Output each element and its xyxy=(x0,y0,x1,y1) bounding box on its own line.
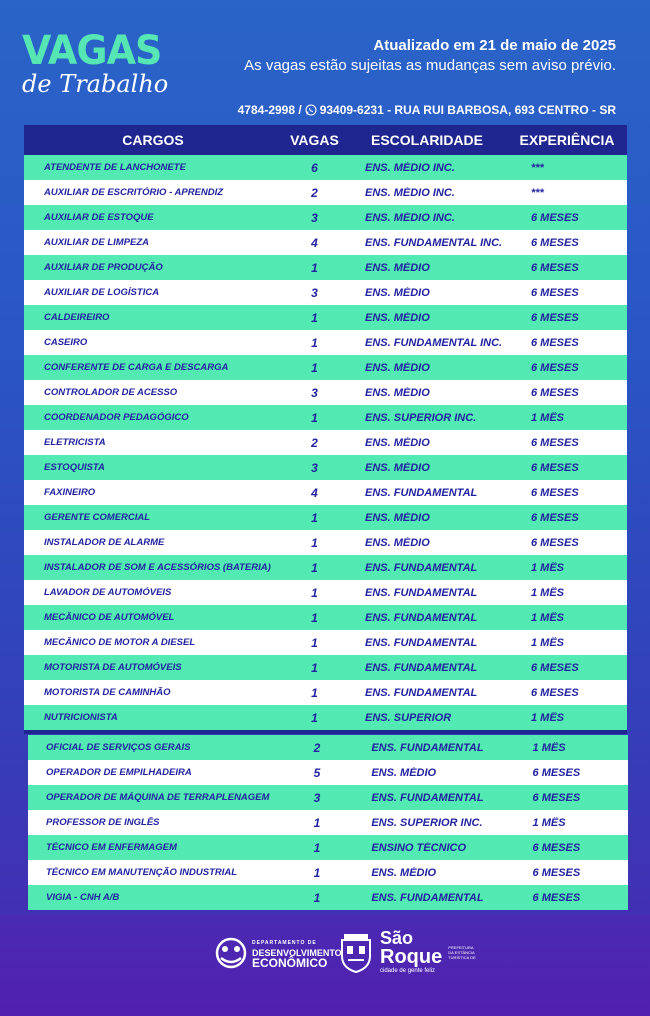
cargo-cell: INSTALADOR DE ALARME xyxy=(44,537,165,548)
table-row xyxy=(24,155,627,180)
cargo-cell: ATENDENTE DE LANCHONETE xyxy=(44,162,186,173)
table-row xyxy=(24,280,627,305)
cargo-cell: OFICIAL DE SERVIÇOS GERAIS xyxy=(46,742,191,753)
logo-vagas-text: VAGAS xyxy=(22,28,162,74)
escolaridade-cell: ENS. MÉDIO xyxy=(365,286,430,299)
table-row xyxy=(28,735,628,760)
table-row xyxy=(24,255,627,280)
experiencia-cell: 6 MESES xyxy=(531,436,579,449)
dep-line1: DEPARTAMENTO DE xyxy=(252,940,317,946)
experiencia-cell: 6 MESES xyxy=(531,261,579,274)
column-experiencia: EXPERIÊNCIA xyxy=(519,132,615,148)
experiencia-cell: 6 MESES xyxy=(532,866,581,879)
cargo-cell: CONTROLADOR DE ACESSO xyxy=(44,387,178,398)
escolaridade-cell: ENSINO TÉCNICO xyxy=(371,841,467,854)
experiencia-cell: 6 MESES xyxy=(532,891,581,904)
table-row xyxy=(24,405,627,430)
escolaridade-cell: ENS. MÉDIO xyxy=(365,536,430,549)
escolaridade-cell: ENS. FUNDAMENTAL xyxy=(365,561,478,574)
table-row xyxy=(28,885,628,910)
table-row xyxy=(28,835,628,860)
cargo-cell: GERENTE COMERCIAL xyxy=(44,512,151,523)
table-row xyxy=(24,530,627,555)
city-side-text: PREFEITURA DA ESTÂNCIA TURÍSTICA DE xyxy=(448,945,476,960)
escolaridade-cell: ENS. MÉDIO INC. xyxy=(365,211,455,224)
cargo-cell: AUXILIAR DE ESTOQUE xyxy=(44,212,154,223)
updated-date: Atualizado em 21 de maio de 2025 xyxy=(373,37,616,54)
table-row xyxy=(24,205,627,230)
cargo-cell: NUTRICIONISTA xyxy=(44,712,118,723)
escolaridade-cell: ENS. MÉDIO xyxy=(365,511,430,524)
cargo-cell: CONFERENTE DE CARGA E DESCARGA xyxy=(44,362,229,373)
escolaridade-cell: ENS. FUNDAMENTAL xyxy=(371,741,484,754)
vagas-cell: 1 xyxy=(311,335,318,350)
table-row xyxy=(24,555,627,580)
experiencia-cell: 1 MÊS xyxy=(532,816,566,829)
experiencia-cell: 6 MESES xyxy=(532,841,581,854)
vagas-cell: 1 xyxy=(311,260,318,275)
escolaridade-cell: ENS. FUNDAMENTAL xyxy=(365,611,478,624)
escolaridade-cell: ENS. SUPERIOR xyxy=(365,711,452,724)
table-row xyxy=(28,760,628,785)
experiencia-cell: 6 MESES xyxy=(531,236,579,249)
vagas-cell: 1 xyxy=(311,560,318,575)
column-cargos: CARGOS xyxy=(122,132,184,148)
escolaridade-cell: ENS. SUPERIOR INC. xyxy=(365,411,477,424)
vagas-cell: 1 xyxy=(313,840,321,855)
city-crest-icon xyxy=(336,932,376,974)
vagas-cell: 2 xyxy=(311,185,318,200)
escolaridade-cell: ENS. FUNDAMENTAL xyxy=(365,486,478,499)
notice-text: As vagas estão sujeitas as mudanças sem aviso prévio. xyxy=(244,57,616,74)
cargo-cell: MECÂNICO DE AUTOMÓVEL xyxy=(44,612,175,623)
experiencia-cell: 6 MESES xyxy=(531,686,579,699)
cargo-cell: ELETRICISTA xyxy=(44,437,106,448)
experiencia-cell: 6 MESES xyxy=(531,211,579,224)
whatsapp-address: 93409-6231 - RUA RUI BARBOSA, 693 CENTRO - SR xyxy=(319,103,616,117)
vagas-cell: 1 xyxy=(311,710,318,725)
cargo-cell: CASEIRO xyxy=(44,337,88,348)
whatsapp-icon xyxy=(305,104,317,116)
dep-line3: ECONÔMICO xyxy=(252,956,328,970)
escolaridade-cell: ENS. MÉDIO INC. xyxy=(365,161,455,174)
escolaridade-cell: ENS. MÉDIO INC. xyxy=(365,186,455,199)
experiencia-cell: 6 MESES xyxy=(532,791,581,804)
vagas-cell: 1 xyxy=(311,410,318,425)
table-row xyxy=(28,860,628,885)
table-row xyxy=(24,605,627,630)
escolaridade-cell: ENS. MÉDIO xyxy=(365,361,430,374)
experiencia-cell: 6 MESES xyxy=(531,661,579,674)
escolaridade-cell: ENS. MÉDIO xyxy=(365,261,430,274)
cargo-cell: AUXILIAR DE LOGÍSTICA xyxy=(44,287,160,298)
escolaridade-cell: ENS. FUNDAMENTAL xyxy=(365,661,478,674)
experiencia-cell: 1 MÊS xyxy=(531,711,565,724)
vagas-cell: 1 xyxy=(311,660,318,675)
vagas-cell: 3 xyxy=(313,790,321,805)
header-info xyxy=(244,36,616,76)
vagas-cell: 3 xyxy=(311,385,318,400)
escolaridade-cell: ENS. MÉDIO xyxy=(365,436,430,449)
sao-roque-logo xyxy=(336,930,478,975)
escolaridade-cell: ENS. FUNDAMENTAL INC. xyxy=(365,236,503,249)
cargo-cell: VIGIA - CNH A/B xyxy=(46,892,120,903)
escolaridade-cell: ENS. FUNDAMENTAL xyxy=(371,791,484,804)
cargo-cell: TÉCNICO EM MANUTENÇÃO INDUSTRIAL xyxy=(46,867,238,878)
table-header xyxy=(24,125,627,155)
experiencia-cell: 6 MESES xyxy=(531,461,579,474)
experiencia-cell: 6 MESES xyxy=(531,511,579,524)
experiencia-cell: 6 MESES xyxy=(531,536,579,549)
cargo-cell: AUXILIAR DE LIMPEZA xyxy=(44,237,150,248)
cargo-cell: MECÂNICO DE MOTOR A DIESEL xyxy=(44,637,196,648)
escolaridade-cell: ENS. FUNDAMENTAL xyxy=(371,891,484,904)
experiencia-cell: 6 MESES xyxy=(531,486,579,499)
table-row xyxy=(24,480,627,505)
escolaridade-cell: ENS. FUNDAMENTAL INC. xyxy=(365,336,503,349)
cargo-cell: LAVADOR DE AUTOMÓVEIS xyxy=(44,587,172,598)
vagas-cell: 1 xyxy=(313,865,321,880)
cargo-cell: AUXILIAR DE PRODUÇÃO xyxy=(44,262,163,273)
contact-line xyxy=(238,103,616,117)
vagas-cell: 3 xyxy=(311,210,318,225)
table-row xyxy=(24,705,627,730)
experiencia-cell: 6 MESES xyxy=(531,336,579,349)
table-row xyxy=(24,180,627,205)
experiencia-cell: 1 MÊS xyxy=(531,411,565,424)
vagas-cell: 5 xyxy=(313,765,321,780)
column-escolaridade: ESCOLARIDADE xyxy=(370,132,483,148)
city-tagline: cidade de gente feliz xyxy=(380,968,436,974)
vagas-cell: 3 xyxy=(311,460,318,475)
cargo-cell: CALDEIREIRO xyxy=(44,312,110,323)
cargo-cell: OPERADOR DE EMPILHADEIRA xyxy=(46,767,192,778)
experiencia-cell: 1 MÊS xyxy=(531,611,565,624)
vagas-cell: 1 xyxy=(311,635,318,650)
table-row xyxy=(24,580,627,605)
table-row xyxy=(24,430,627,455)
vagas-de-trabalho-logo xyxy=(20,30,180,100)
vagas-cell: 1 xyxy=(311,535,318,550)
experiencia-cell: *** xyxy=(531,186,544,199)
escolaridade-cell: ENS. MÉDIO xyxy=(365,386,430,399)
cargo-cell: MOTORISTA DE AUTOMÓVEIS xyxy=(44,662,182,673)
cargo-cell: TÉCNICO EM ENFERMAGEM xyxy=(46,842,177,853)
jobs-table-continued xyxy=(28,735,628,910)
vagas-cell: 1 xyxy=(311,310,318,325)
experiencia-cell: 6 MESES xyxy=(531,286,579,299)
experiencia-cell: 6 MESES xyxy=(531,311,579,324)
cargo-cell: OPERADOR DE MÁQUINA DE TERRAPLENAGEM xyxy=(46,792,270,803)
vagas-cell: 4 xyxy=(311,235,318,250)
cargo-cell: COORDENADOR PEDAGÓGICO xyxy=(44,412,189,423)
table-row xyxy=(24,355,627,380)
desenvolvimento-economico-logo xyxy=(214,936,342,970)
escolaridade-cell: ENS. FUNDAMENTAL xyxy=(365,586,478,599)
city-name-line2: Roque xyxy=(380,946,443,968)
vagas-cell: 1 xyxy=(313,815,321,830)
vagas-cell: 1 xyxy=(313,890,321,905)
cargo-cell: PROFESSOR DE INGLÊS xyxy=(46,817,160,828)
experiencia-cell: 1 MÊS xyxy=(531,561,565,574)
experiencia-cell: 1 MÊS xyxy=(531,636,565,649)
escolaridade-cell: ENS. MÉDIO xyxy=(371,766,437,779)
table-row xyxy=(24,380,627,405)
phone-number: 4784-2998 / xyxy=(237,103,302,117)
vagas-cell: 1 xyxy=(311,685,318,700)
table-row xyxy=(24,680,627,705)
vagas-cell: 2 xyxy=(311,435,318,450)
people-circle-icon xyxy=(214,936,248,970)
cargo-cell: MOTORISTA DE CAMINHÃO xyxy=(44,687,171,698)
vagas-cell: 1 xyxy=(311,585,318,600)
table-row xyxy=(24,505,627,530)
city-name-line1: São xyxy=(380,928,414,948)
escolaridade-cell: ENS. MÉDIO xyxy=(365,461,430,474)
vagas-cell: 3 xyxy=(311,285,318,300)
vagas-cell: 1 xyxy=(311,360,318,375)
vagas-cell: 1 xyxy=(311,510,318,525)
table-row xyxy=(28,785,628,810)
table-row xyxy=(24,455,627,480)
experiencia-cell: 6 MESES xyxy=(531,386,579,399)
escolaridade-cell: ENS. FUNDAMENTAL xyxy=(365,636,478,649)
logo-trabalho-text: de Trabalho xyxy=(22,70,169,98)
escolaridade-cell: ENS. MÉDIO xyxy=(365,311,430,324)
table-row xyxy=(24,630,627,655)
table-row xyxy=(24,330,627,355)
escolaridade-cell: ENS. MÉDIO xyxy=(371,866,437,879)
experiencia-cell: *** xyxy=(531,161,544,174)
experiencia-cell: 6 MESES xyxy=(532,766,581,779)
table-row xyxy=(24,305,627,330)
escolaridade-cell: ENS. FUNDAMENTAL xyxy=(365,686,478,699)
cargo-cell: FAXINEIRO xyxy=(44,487,96,498)
table-body xyxy=(24,155,627,730)
table-body-continued xyxy=(28,735,628,910)
vagas-cell: 1 xyxy=(311,610,318,625)
table-row xyxy=(24,230,627,255)
table-row xyxy=(28,810,628,835)
escolaridade-cell: ENS. SUPERIOR INC. xyxy=(371,816,483,829)
experiencia-cell: 6 MESES xyxy=(531,361,579,374)
table-row xyxy=(24,655,627,680)
cargo-cell: ESTOQUISTA xyxy=(44,462,105,473)
experiencia-cell: 1 MÊS xyxy=(532,741,566,754)
vagas-cell: 6 xyxy=(311,160,318,175)
column-vagas: VAGAS xyxy=(290,132,339,148)
vagas-cell: 2 xyxy=(313,740,321,755)
jobs-table xyxy=(24,125,627,734)
vagas-cell: 4 xyxy=(311,485,318,500)
experiencia-cell: 1 MÊS xyxy=(531,586,565,599)
dep-line2: DESENVOLVIMENTO xyxy=(252,948,342,958)
cargo-cell: INSTALADOR DE SOM E ACESSÓRIOS (BATERIA) xyxy=(44,562,271,573)
cargo-cell: AUXILIAR DE ESCRITÓRIO - APRENDIZ xyxy=(44,187,224,198)
